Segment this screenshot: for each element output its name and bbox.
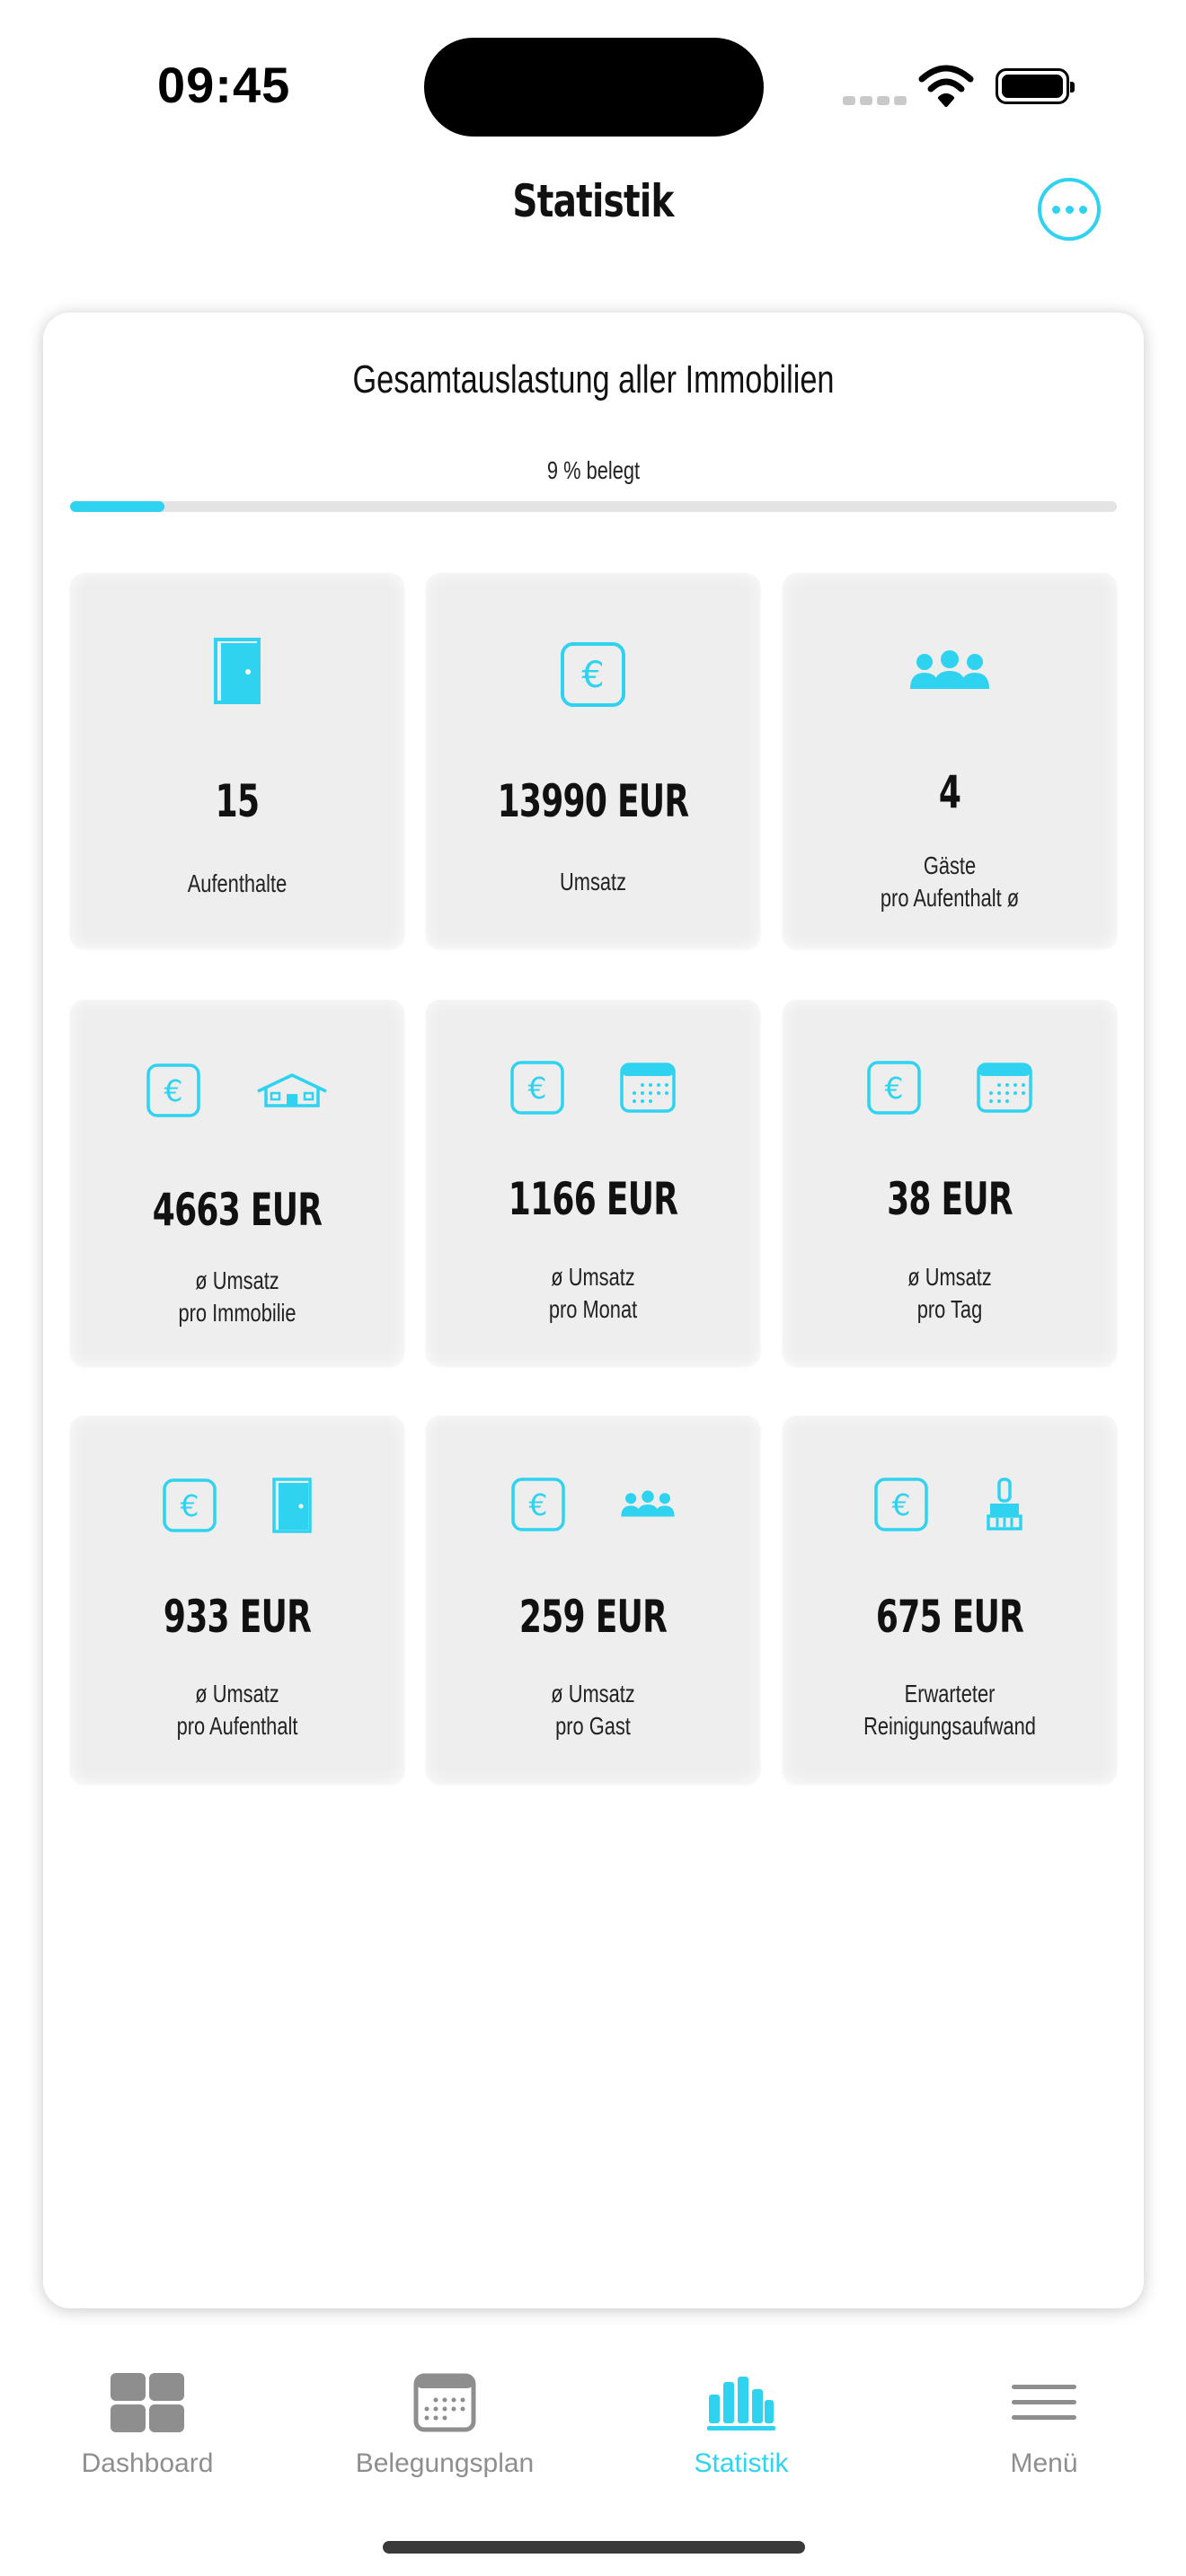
stat-value: 38 EUR <box>887 1173 1013 1225</box>
calendar-icon <box>413 2373 476 2432</box>
door-icon <box>212 636 262 706</box>
stat-value: 933 EUR <box>163 1591 312 1643</box>
stat-tile-cleaning-cost <box>783 1416 1117 1784</box>
guests-icon <box>620 1489 676 1520</box>
status-bar <box>0 0 1186 153</box>
stat-value: 4663 EUR <box>152 1184 323 1236</box>
svg-text:€: € <box>891 1487 911 1522</box>
stat-label: Aufenthalte <box>187 869 288 897</box>
euro-icon <box>510 1477 566 1532</box>
stat-label: ø Umsatz pro Tag <box>907 1263 992 1323</box>
stat-value: 4 <box>938 766 961 818</box>
guests-icon <box>908 649 991 693</box>
tab-label: Statistik <box>694 2448 789 2478</box>
stat-tile-revenue-per-guest <box>426 1416 760 1784</box>
stat-tile-guests <box>783 573 1117 948</box>
tab-label: Belegungsplan <box>355 2448 535 2478</box>
euro-icon <box>162 1478 217 1533</box>
svg-text:€: € <box>164 1073 183 1108</box>
tab-statistik[interactable] <box>633 2371 849 2479</box>
tab-bar <box>0 2326 1186 2506</box>
home-indicator <box>383 2541 805 2554</box>
statistics-card <box>43 313 1144 2308</box>
stat-value: 13990 EUR <box>497 775 689 827</box>
stat-tile-revenue-per-day <box>783 1000 1117 1366</box>
stat-label: ø Umsatz pro Immobilie <box>178 1266 296 1327</box>
stat-label: Umsatz <box>559 868 627 895</box>
ellipsis-icon <box>1052 206 1060 214</box>
cellular-signal-icon <box>843 93 911 110</box>
stat-value: 15 <box>215 775 260 827</box>
svg-text:€: € <box>581 655 605 696</box>
stat-label: Gäste pro Aufenthalt ø <box>880 851 1020 912</box>
euro-icon <box>146 1063 201 1118</box>
stat-value: 259 EUR <box>518 1591 668 1643</box>
occupancy-label: 9 % belegt <box>546 456 641 484</box>
dashboard-icon <box>111 2373 184 2432</box>
stat-label: ø Umsatz pro Gast <box>551 1680 635 1740</box>
stat-tile-revenue-per-month <box>426 1000 760 1366</box>
dynamic-island <box>424 38 764 137</box>
battery-icon <box>996 68 1069 104</box>
tab-dashboard[interactable] <box>40 2371 255 2479</box>
stat-label: ø Umsatz pro Monat <box>548 1263 638 1323</box>
status-time: 09:45 <box>157 57 291 113</box>
svg-text:€: € <box>180 1488 199 1523</box>
stat-label: ø Umsatz pro Aufenthalt <box>176 1680 298 1740</box>
stat-label: Erwarteter Reinigungsaufwand <box>863 1680 1036 1740</box>
occupancy-progress-fill <box>70 501 164 512</box>
svg-text:€: € <box>884 1071 904 1106</box>
page-title: Statistik <box>512 175 674 227</box>
euro-icon <box>866 1060 922 1116</box>
calendar-icon <box>976 1062 1033 1114</box>
door-icon <box>271 1477 313 1534</box>
wifi-icon <box>918 63 974 110</box>
euro-icon <box>509 1060 565 1116</box>
stat-tile-revenue-per-property <box>70 1000 404 1366</box>
euro-icon <box>873 1477 929 1532</box>
occupancy-title: Gesamtauslastung aller Immobilien <box>352 357 835 401</box>
tab-label: Dashboard <box>81 2448 214 2478</box>
tab-menu[interactable] <box>936 2371 1152 2479</box>
house-icon <box>255 1072 329 1109</box>
svg-text:€: € <box>528 1487 548 1522</box>
tab-belegungsplan[interactable] <box>337 2371 553 2479</box>
stat-tile-revenue <box>426 573 760 948</box>
menu-icon <box>1012 2385 1076 2421</box>
euro-icon <box>559 640 627 709</box>
stat-value: 1166 EUR <box>508 1173 678 1225</box>
tab-label: Menü <box>1010 2448 1078 2478</box>
more-options-button[interactable] <box>1038 178 1101 241</box>
stat-tile-stays <box>70 573 404 948</box>
occupancy-progress-bar <box>70 501 1117 512</box>
broom-icon <box>983 1477 1026 1532</box>
svg-text:€: € <box>527 1071 547 1106</box>
calendar-icon <box>619 1062 677 1114</box>
stat-value: 675 EUR <box>875 1591 1024 1643</box>
stat-tile-revenue-per-stay <box>70 1416 404 1784</box>
bar-chart-icon <box>707 2375 775 2430</box>
